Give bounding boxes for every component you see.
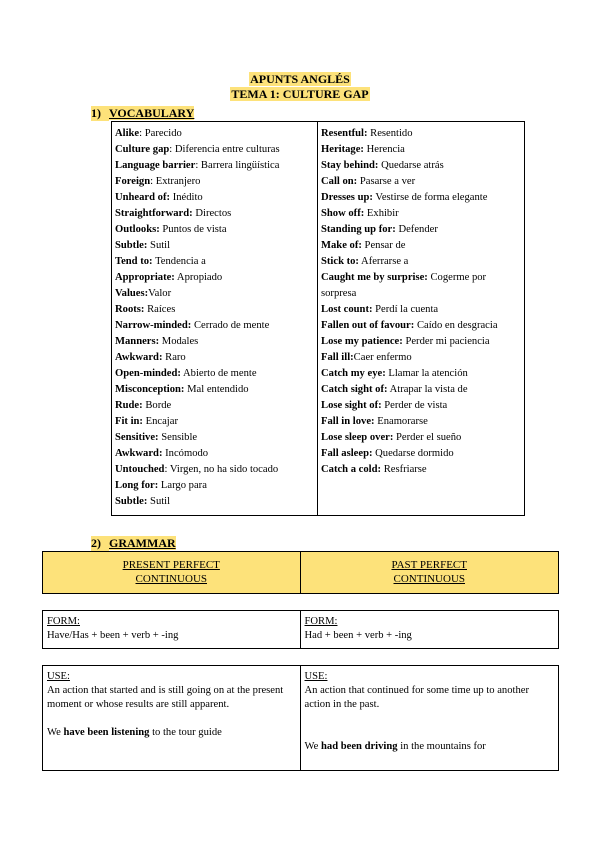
vocabulary-definition: Perdí la cuenta [375, 304, 439, 315]
vocabulary-definition: Sensible [161, 432, 198, 443]
vocabulary-term: Standing up for: [321, 224, 396, 235]
form-cell-left [43, 611, 301, 648]
use-example-left [47, 726, 296, 740]
use-description-right: An action that continued for some time up to another action in the past. [304, 685, 529, 710]
vocabulary-number: 1) [91, 106, 109, 121]
example-right-verb: had been driving [321, 741, 398, 752]
vocabulary-definition: Inédito [172, 192, 203, 203]
tense-past-perfect-continuous [301, 552, 559, 593]
vocabulary-definition: Largo para [160, 480, 207, 491]
vocabulary-term: Heritage: [321, 144, 364, 155]
vocabulary-entry [321, 350, 521, 366]
vocabulary-term: Untouched [115, 464, 165, 475]
vocabulary-term: Narrow-minded: [115, 320, 192, 331]
vocabulary-term: Show off: [321, 208, 365, 219]
vocabulary-definition: Virgen, no ha sido tocado [169, 464, 279, 475]
vocabulary-term: Rude: [115, 400, 143, 411]
vocabulary-definition: Herencia [366, 144, 405, 155]
vocabulary-term: Lose my patience: [321, 336, 403, 347]
vocabulary-separator: : [150, 176, 156, 187]
vocabulary-definition: Cerrado de mente [193, 320, 270, 331]
vocabulary-definition: Atrapar la vista de [389, 384, 468, 395]
vocabulary-definition: Borde [145, 400, 172, 411]
vocabulary-entry [321, 382, 521, 398]
vocabulary-term: Stay behind: [321, 160, 379, 171]
vocabulary-entry [115, 414, 314, 430]
vocabulary-term: Fall asleep: [321, 448, 373, 459]
vocabulary-entry [115, 222, 314, 238]
vocabulary-term: Stick to: [321, 256, 359, 267]
vocabulary-term: Appropriate: [115, 272, 175, 283]
vocabulary-entry [115, 430, 314, 446]
vocabulary-term: Outlooks: [115, 224, 160, 235]
use-description-left: An action that started and is still going on at the present moment or whose results are still apparent. [47, 685, 284, 710]
vocabulary-entry [321, 318, 521, 334]
form-formula-left: Have/Has + been + verb + -ing [47, 630, 179, 641]
vocabulary-definition: Resfriarse [383, 464, 427, 475]
vocabulary-entry [115, 494, 314, 510]
vocabulary-entry [321, 206, 521, 222]
vocabulary-entry [321, 270, 521, 302]
grammar-heading [91, 536, 176, 551]
vocabulary-term: Fall in love: [321, 416, 375, 427]
vocabulary-definition: Encajar [145, 416, 178, 427]
vocabulary-term: Sensitive: [115, 432, 159, 443]
tense-right-line-1: PAST PERFECT [391, 559, 467, 571]
vocabulary-term: Lose sleep over: [321, 432, 394, 443]
vocabulary-definition: Perder de vista [384, 400, 448, 411]
vocabulary-term: Roots: [115, 304, 145, 315]
vocabulary-entry [321, 254, 521, 270]
form-label-right: FORM: [304, 616, 338, 627]
vocabulary-definition: Tendencia a [155, 256, 206, 267]
vocabulary-definition: Perder mi paciencia [405, 336, 490, 347]
vocabulary-definition: Resentido [370, 128, 413, 139]
vocabulary-term: Dresses up: [321, 192, 373, 203]
vocabulary-term: Subtle: [115, 496, 148, 507]
vocabulary-separator: : [195, 160, 201, 171]
vocabulary-definition: Extranjero [155, 176, 201, 187]
vocabulary-entry [321, 126, 521, 142]
form-cell-right [301, 611, 559, 648]
vocabulary-separator: : [164, 464, 170, 475]
vocabulary-entry [115, 446, 314, 462]
vocabulary-term: Resentful: [321, 128, 368, 139]
vocabulary-entry [321, 158, 521, 174]
vocabulary-term: Awkward: [115, 448, 163, 459]
vocabulary-definition: Exhibir [366, 208, 399, 219]
vocabulary-definition: Mal entendido [187, 384, 249, 395]
vocabulary-entry [321, 334, 521, 350]
vocabulary-definition: Quedarse dormido [375, 448, 454, 459]
use-label-right: USE: [304, 671, 328, 682]
vocabulary-entry [321, 190, 521, 206]
vocabulary-term: Subtle: [115, 240, 148, 251]
vocabulary-definition: Defender [398, 224, 438, 235]
vocabulary-column-right [318, 122, 524, 515]
grammar-number: 2) [91, 536, 109, 551]
tense-left-line-2: CONTINUOUS [135, 573, 207, 585]
vocabulary-definition: Quedarse atrás [381, 160, 444, 171]
vocabulary-term: Misconception: [115, 384, 185, 395]
vocabulary-entry [321, 414, 521, 430]
grammar-form-table [42, 610, 559, 649]
vocabulary-definition: Enamorarse [377, 416, 428, 427]
vocabulary-definition: Valor [148, 288, 172, 299]
vocabulary-entry [115, 190, 314, 206]
vocabulary-term: Make of: [321, 240, 362, 251]
vocabulary-definition: Caer enfermo [353, 352, 412, 363]
form-formula-right: Had + been + verb + -ing [304, 630, 412, 641]
vocabulary-term: Catch my eye: [321, 368, 386, 379]
example-right-pre: We [304, 741, 322, 752]
vocabulary-entry [115, 174, 314, 190]
vocabulary-entry [115, 334, 314, 350]
vocabulary-term: Alike [115, 128, 140, 139]
tense-present-perfect-continuous [43, 552, 301, 593]
vocabulary-term: Culture gap [115, 144, 170, 155]
vocabulary-term: Tend to: [115, 256, 153, 267]
vocabulary-definition: Barrera lingüística [200, 160, 280, 171]
vocabulary-term: Fit in: [115, 416, 143, 427]
vocabulary-entry [115, 478, 314, 494]
vocabulary-definition: Puntos de vista [162, 224, 227, 235]
vocabulary-table [111, 121, 525, 516]
vocabulary-definition: Pensar de [364, 240, 406, 251]
use-cell-right [301, 666, 559, 770]
document-title [0, 72, 600, 102]
vocabulary-term: Language barrier [115, 160, 196, 171]
vocabulary-definition: Sutil [150, 496, 171, 507]
example-left-pre: We [47, 727, 64, 738]
example-left-post: to the tour guide [149, 727, 222, 738]
vocabulary-entry [115, 398, 314, 414]
example-right-post: in the mountains for [397, 741, 486, 752]
vocabulary-term: Catch sight of: [321, 384, 388, 395]
vocabulary-entry [115, 318, 314, 334]
vocabulary-term: Call on: [321, 176, 358, 187]
vocabulary-term: Catch a cold: [321, 464, 382, 475]
vocabulary-separator: : [169, 144, 175, 155]
vocabulary-definition: Raíces [147, 304, 176, 315]
vocabulary-entry [115, 238, 314, 254]
title-line-1: APUNTS ANGLÉS [250, 72, 350, 86]
vocabulary-entry [115, 462, 314, 478]
vocabulary-entry [321, 462, 521, 478]
vocabulary-entry [115, 270, 314, 286]
grammar-label: GRAMMAR [109, 536, 176, 550]
vocabulary-heading [91, 106, 194, 121]
vocabulary-term: Foreign [115, 176, 151, 187]
vocabulary-entry [115, 382, 314, 398]
vocabulary-term: Lost count: [321, 304, 373, 315]
vocabulary-definition: Cogerme por sorpresa [321, 272, 487, 299]
vocabulary-term: Straightforward: [115, 208, 193, 219]
vocabulary-definition: Perder el sueño [396, 432, 462, 443]
vocabulary-term: Values: [115, 288, 149, 299]
vocabulary-label: VOCABULARY [109, 106, 195, 120]
tense-left-line-1: PRESENT PERFECT [122, 559, 220, 571]
vocabulary-definition: Parecido [144, 128, 182, 139]
vocabulary-entry [321, 366, 521, 382]
vocabulary-definition: Diferencia entre culturas [174, 144, 280, 155]
vocabulary-term: Open-minded: [115, 368, 181, 379]
tense-right-line-2: CONTINUOUS [393, 573, 465, 585]
vocabulary-definition: Incómodo [165, 448, 209, 459]
vocabulary-entry [321, 222, 521, 238]
vocabulary-term: Unheard of: [115, 192, 171, 203]
vocabulary-definition: Directos [195, 208, 232, 219]
form-label-left: FORM: [47, 616, 80, 627]
vocabulary-definition: Abierto de mente [183, 368, 257, 379]
grammar-use-table [42, 665, 559, 771]
title-line-2: TEMA 1: CULTURE GAP [231, 87, 369, 101]
vocabulary-entry [321, 142, 521, 158]
vocabulary-separator: : [139, 128, 145, 139]
vocabulary-term: Fallen out of favour: [321, 320, 415, 331]
use-label-left: USE: [47, 671, 70, 682]
vocabulary-term: Long for: [115, 480, 159, 491]
vocabulary-definition: Modales [161, 336, 199, 347]
vocabulary-definition: Vestirse de forma elegante [375, 192, 488, 203]
vocabulary-term: Lose sight of: [321, 400, 382, 411]
vocabulary-entry [321, 302, 521, 318]
vocabulary-definition: Caído en desgracia [416, 320, 498, 331]
vocabulary-entry [321, 398, 521, 414]
vocabulary-column-left [112, 122, 318, 515]
vocabulary-term: Manners: [115, 336, 160, 347]
vocabulary-entry [321, 430, 521, 446]
vocabulary-entry [115, 142, 314, 158]
vocabulary-entry [321, 446, 521, 462]
vocabulary-entry [115, 254, 314, 270]
vocabulary-definition: Aferrarse a [361, 256, 409, 267]
vocabulary-term: Caught me by surprise: [321, 272, 428, 283]
vocabulary-entry [321, 174, 521, 190]
use-example-right [305, 740, 555, 754]
vocabulary-definition: Apropiado [176, 272, 223, 283]
grammar-tense-header [42, 551, 559, 594]
vocabulary-definition: Pasarse a ver [359, 176, 416, 187]
example-left-verb: have been listening [63, 727, 150, 738]
use-cell-left [43, 666, 301, 770]
vocabulary-entry [321, 238, 521, 254]
vocabulary-entry [115, 286, 314, 302]
vocabulary-entry [115, 350, 314, 366]
vocabulary-definition: Llamar la atención [388, 368, 468, 379]
vocabulary-entry [115, 366, 314, 382]
vocabulary-entry [115, 302, 314, 318]
vocabulary-entry [115, 158, 314, 174]
vocabulary-term: Fall ill: [321, 352, 354, 363]
vocabulary-definition: Sutil [150, 240, 171, 251]
vocabulary-definition: Raro [165, 352, 186, 363]
vocabulary-term: Awkward: [115, 352, 163, 363]
vocabulary-entry [115, 126, 314, 142]
vocabulary-entry [115, 206, 314, 222]
